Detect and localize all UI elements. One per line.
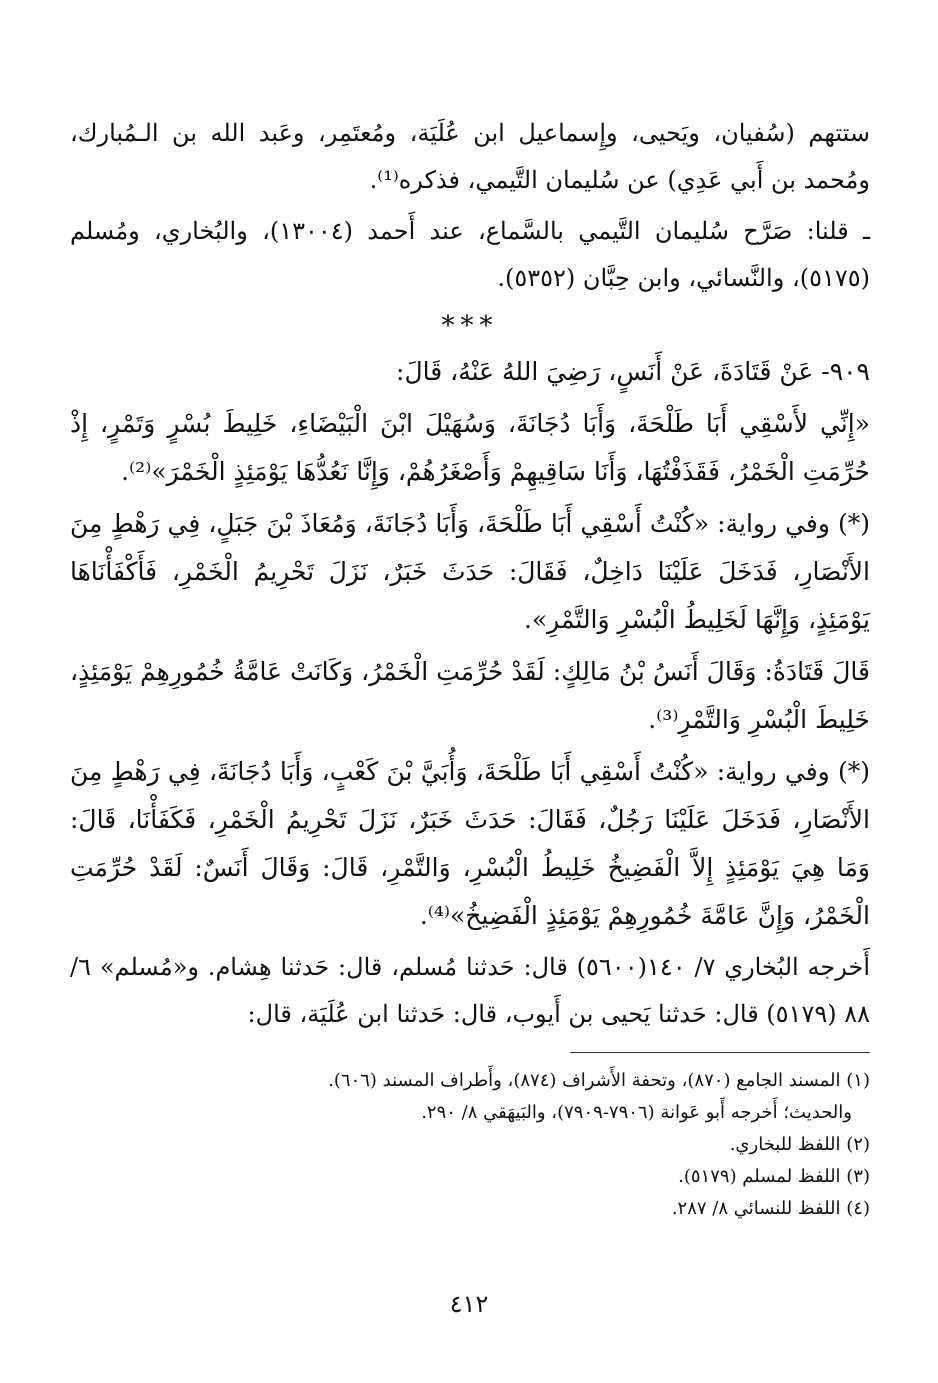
paragraph-narrators: ستتهم (سُفيان، ويَحيى، وإِسماعيل ابن عُلَيَة، ومُعتَمِر، وعَبد الله بن الـمُبارك، ومُحمد بن أَبي عَدِي) عن سُليمان التَّيمي، فذكره⁽¹⁾. xyxy=(70,119,870,194)
qatada-statement: قَالَ قَتَادَةُ: وَقَالَ أَنَسُ بْنُ مَالِكٍ: لَقَدْ حُرِّمَتِ الْخَمْرُ، وَكَانَتْ عَامَّةُ خُمُورِهِمْ يَوْمَئِذٍ، خَلِيطَ الْبُسْرِ وَالتَّمْرِ⁽³⁾. xyxy=(70,657,870,734)
paragraph-note: ـ قلنا: صَرَّح سُليمان التَّيمي بالسَّماع، عند أَحمد (١٣٠٠٤)، والبُخاري، ومُسلم (٥١٧٥)، والنَّسائي، وابن حِبَّان (٥٣٥٢). xyxy=(70,217,870,292)
footnote-3: (٣) اللفظ لمسلم (٥١٧٩). xyxy=(678,1166,870,1187)
hadith-text: «إِنِّي لأَسْقِي أَبَا طَلْحَةَ، وَأَبَا دُجَانَةَ، وَسُهَيْلَ ابْنَ الْبَيْضَاءِ، خَلِيطَ بُسْرٍ وَتَمْرٍ، إِذْ حُرِّمَتِ الْخَمْرُ، فَقَذَفْتُهَا، وَأَنَا سَاقِيهِمْ وَأَصْغَرُهُمْ، وَإِنَّا نَعُدُّهَا يَوْمَئِذٍ الْخَمْرَ»⁽²⁾. xyxy=(70,409,870,486)
page-number: ٤١٢ xyxy=(449,1290,489,1318)
footnote-4: (٤) اللفظ للنسائي ٨/ ٢٨٧. xyxy=(671,1198,870,1219)
footnote-1: (١) المسند الجامع (٨٧٠)، وتحفة الأَشراف (٨٧٤)، وأَطراف المسند (٦٠٦). xyxy=(328,1070,870,1091)
footnote-1-continued: والحديث؛ أَخرجه أَبو عَوانة (٧٩٠٦-٧٩٠٩)، والبَيهَقي ٨/ ٢٩٠. xyxy=(421,1102,852,1123)
hadith-intro: ٩٠٩- عَنْ قَتَادَةَ، عَنْ أَنَسٍ، رَضِيَ اللهُ عَنْهُ، قَالَ: xyxy=(396,357,870,386)
takhrij-paragraph: أَخرجه البُخاري ٧/ ١٤٠(٥٦٠٠) قال: حَدثنا مُسلم، قال: حَدثنا هِشام. و«مُسلم» ٦/ ٨٨ (٥١٧٩) قال: حَدثنا يَحيى بن أَيوب، قال: حَدثنا ابن عُلَيَة، قال: xyxy=(70,953,870,1028)
section-separator: *** xyxy=(441,311,499,341)
footnote-2: (٢) اللفظ للبخاري. xyxy=(729,1134,870,1155)
riwaya-two: (*) وفي رواية: «كُنْتُ أَسْقِي أَبَا طَلْحَةَ، وَأُبَيَّ بْنَ كَعْبٍ، وَأَبَا دُجَانَةَ، فِي رَهْطٍ مِنَ الأَنْصَارِ، فَدَخَلَ عَلَيْنَا رَجُلٌ، فَقَالَ: حَدَثَ خَبَرٌ، نَزَلَ تَحْرِيمُ الْخَمْرِ، فَكَفَأْنَا، قَالَ: وَمَا هِيَ يَوْمَئِذٍ إِلاَّ الْفَضِيخُ خَلِيطُ الْبُسْرِ، وَالتَّمْرِ، قَالَ: وَقَالَ أَنَسٌ: لَقَدْ حُرِّمَتِ الْخَمْرُ، وَإِنَّ عَامَّةَ خُمُورِهِمْ يَوْمَئِذٍ الْفَضِيخُ»⁽⁴⁾. xyxy=(70,757,870,930)
riwaya-one: (*) وفي رواية: «كُنْتُ أَسْقِي أَبَا طَلْحَةَ، وَأَبَا دُجَانَةَ، وَمُعَاذَ بْنَ جَبَلٍ، فِي رَهْطٍ مِنَ الأَنْصَارِ، فَدَخَلَ عَلَيْنَا دَاخِلٌ، فَقَالَ: حَدَثَ خَبَرٌ، نَزَلَ تَحْرِيمُ الْخَمْرِ، فَأَكْفَأْنَاهَا يَوْمَئِذٍ، وَإِنَّهَا لَخَلِيطُ الْبُسْرِ وَالتَّمْرِ». xyxy=(70,509,870,634)
page-content xyxy=(70,110,870,1225)
footnote-divider xyxy=(570,1052,870,1053)
